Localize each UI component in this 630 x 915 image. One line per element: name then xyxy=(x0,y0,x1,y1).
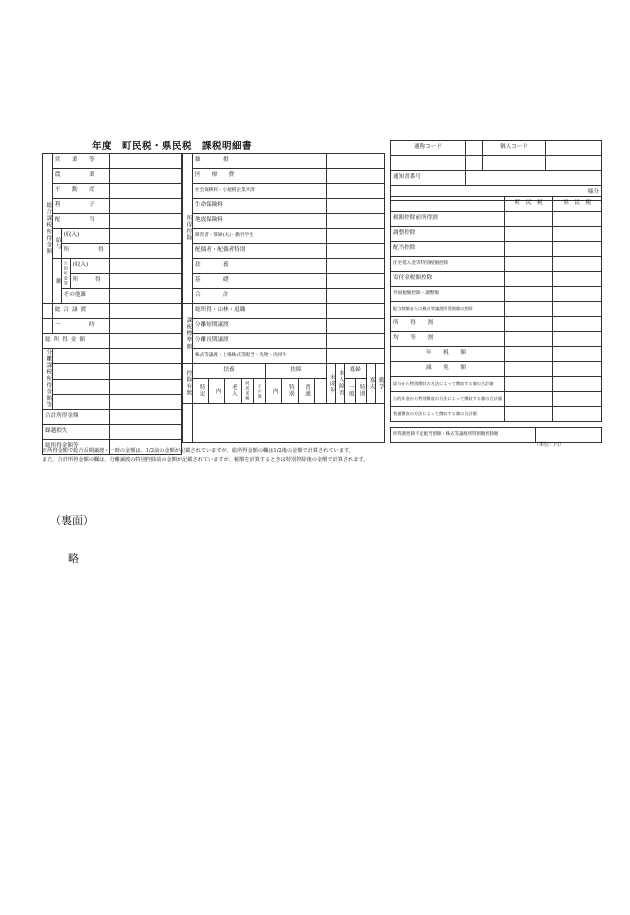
col-kafu2: 寡夫 xyxy=(366,364,375,404)
row-jishin: 地震保険料 xyxy=(193,214,327,229)
row-zatsu-shotoku: 所 得 xyxy=(70,274,109,289)
row-gokei: 合計所得金額 xyxy=(43,410,110,425)
row-futsu-chosyu: 普通徴収の方法によって徴収する額の合計額 xyxy=(391,407,505,422)
tsushoku-label: 通称コード xyxy=(391,141,466,156)
row-genmen: 減 免 額 xyxy=(391,362,505,377)
row-kifukin: 寄付金税額控除 xyxy=(391,272,505,287)
col-tokubetsu: 特別 xyxy=(282,379,298,404)
col-dokyo: 同居老親 xyxy=(241,379,253,404)
col-sonota: その他 xyxy=(253,379,265,404)
row-jutaku: 住宅借入金等特別税額控除 xyxy=(391,257,505,272)
row-shogaisha: 障害者・寡婦(夫)・勤労学生 xyxy=(193,229,327,244)
col-futsu: 普通 xyxy=(298,379,314,404)
note-2: また、合計所得金額の欄は、分離譲渡の特別控除前の金額が記載されていますが、税額を計算するときは特別控除後の金額で計算されます。 xyxy=(42,457,369,463)
row-gaikoku: 外国税額控除・調整額 xyxy=(391,287,505,302)
row-fudosan: 不 動 産 xyxy=(52,184,109,199)
note-1: ※所得金額で総合長期譲渡・一時の金額は、1/2前の金額が記載されていますが、総所得金額の欄は1/2後の金額で計算されています。 xyxy=(42,448,354,454)
row-ichiji: 一 時 xyxy=(52,319,109,334)
back-label: （裏面） xyxy=(50,514,94,527)
row-haito: 配 当 xyxy=(52,214,109,229)
unit-label: （単位：円） xyxy=(534,442,565,448)
col-tokubetsu2: 特別 xyxy=(355,379,366,404)
row-haitowari: 配当割額または株式等譲渡所得割額の控除 xyxy=(391,302,505,317)
row-shakai-hoken: 社会保険料・小規模企業共済 xyxy=(193,184,327,199)
row-chosei: 調整控除 xyxy=(391,227,505,242)
row-iryohi: 医 療 費 xyxy=(193,169,327,184)
row-kintowari: 均 等 割 xyxy=(391,332,505,347)
kyuyo-label: 給与 xyxy=(52,229,61,259)
row-haigusha: 配偶者・配偶者特別 xyxy=(193,244,327,259)
row-nenzeigaku: 年 税 額 xyxy=(391,347,505,362)
col-kafu: 寡婦 xyxy=(344,364,366,379)
col-uchi2: 内 xyxy=(266,379,282,404)
right-tax-table xyxy=(390,196,602,422)
right-bottom-table xyxy=(390,427,602,443)
dep-fusho-label: 扶障 xyxy=(266,364,327,379)
col-kenminzei: 県 民 税 xyxy=(553,197,602,212)
row-soshotoku-to: 総所得金額等 xyxy=(43,440,110,455)
col-ippan: 一般 xyxy=(344,379,355,404)
row-haito-kojo: 配当控除 xyxy=(391,242,505,257)
row-zeigaku-kojo-mae: 税額控除前所得割 xyxy=(391,212,505,227)
row-tanki: 分離短期譲渡 xyxy=(193,319,327,334)
code-table xyxy=(390,140,602,201)
group-shotoku-kojo: 所得控除 xyxy=(183,154,193,304)
col-honnin: 本人障害 xyxy=(335,364,344,404)
row-nenkin-tokucho: 公的年金から特別徴収の方法によって徴収する額の合計額 xyxy=(391,392,505,407)
col-uchi1: 内 xyxy=(209,379,225,404)
row-kurikoshi: 繰越損失 xyxy=(43,425,110,440)
middle-deduction-table xyxy=(182,153,385,443)
col-rojin: 老人 xyxy=(225,379,241,404)
row-kyuyo-tokucho: 給与から特別徴収の方法によって徴収する額の合計額 xyxy=(391,377,505,392)
row-eigyo: 営 業 等 xyxy=(52,154,109,169)
zatsu-label: 雑 xyxy=(52,259,61,304)
kubun-label: 様分 xyxy=(391,186,602,201)
left-income-table xyxy=(42,153,182,455)
row-zasson: 雑 損 xyxy=(193,154,327,169)
col-tokutei: 特定 xyxy=(193,379,209,404)
row-fuyo: 扶 養 xyxy=(193,259,327,274)
nenkin-label: 公的年金等 xyxy=(61,259,70,289)
group-kojo-umu: 控除有無 xyxy=(183,364,193,404)
row-kyuyo-shotoku: 所 得 xyxy=(61,244,109,259)
row-nogyo: 農 業 xyxy=(52,169,109,184)
row-seimei: 生命保険料 xyxy=(193,199,327,214)
row-choki: 分離長期譲渡 xyxy=(193,334,327,349)
row-soshotoku: 総所得金額 xyxy=(43,334,110,349)
row-kabushiki: 株式等譲渡・上場株式等配当・先物・肉用牛 xyxy=(193,349,327,364)
row-zatsu-shunyu: (収入) xyxy=(70,259,109,274)
row-gokei-kojo: 合 計 xyxy=(193,289,327,304)
row-kojo-busoku: 所得割控除不足配当割額・株式等譲渡所得割額控除額 xyxy=(391,428,536,443)
row-sogo-joto: 総合譲渡 xyxy=(52,304,109,319)
kojin-label: 個人コード xyxy=(483,141,546,156)
back-content: 略 xyxy=(68,552,79,565)
row-rishi: 利 子 xyxy=(52,199,109,214)
row-kiso: 基 礎 xyxy=(193,274,327,289)
col-kingaku: 勤学 xyxy=(375,364,384,404)
row-shotokuwari: 所 得 割 xyxy=(391,317,505,332)
page-title: 年度 町民税・県民税 課税明細書 xyxy=(92,141,253,152)
row-sonota: その他雑 xyxy=(61,289,109,304)
dep-fuyo-label: 扶養 xyxy=(193,364,266,379)
group-sogo: 総合課税所得金額 xyxy=(43,154,53,304)
group-bunri: 分離課税所得金額等 xyxy=(43,349,53,410)
col-chominzei: 町 民 税 xyxy=(504,197,553,212)
row-sanrin: 総所得・山林・退職 xyxy=(193,304,327,319)
tsuchisho-label: 通知書番号 xyxy=(391,171,466,186)
col-miseinen: 未成年 xyxy=(326,364,335,404)
row-kyuyo-shunyu: (収入) xyxy=(61,229,109,244)
group-kazei-hyojun: 課税標準額 xyxy=(183,304,193,364)
